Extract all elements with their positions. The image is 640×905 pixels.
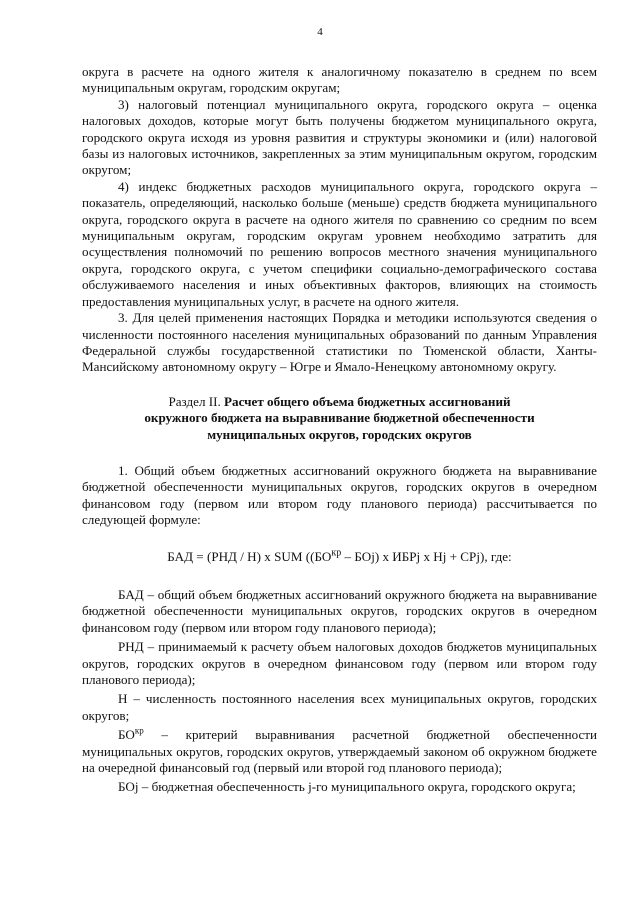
definition-rnd: РНД – принимаемый к расчету объем налоговых доходов бюджетов муниципальных округов, городских округов в очередном финансовом году (первом или втором году планового периода);	[82, 639, 597, 687]
paragraph-expense-index: 4) индекс бюджетных расходов муниципального округа, городского округа – показатель, определяющий, насколько больше (меньше) средств бюджета муниципального округа, городского округа в расчете на одного жителя по сравнению со средним по всем муниципальным округам, городским округам уровнем необходимо затратить для осуществления полномочий по решению вопросов местного значения муниципального округа, городского округа, с учетом специфики социально-демографического состава обслуживаемого населения и иных объективных факторов, влияющих на стоимость предоставления муниципальных услуг, в расчете на одного жителя.	[82, 178, 597, 309]
page-number: 4	[317, 26, 323, 38]
paragraph-continuation: округа в расчете на одного жителя к аналогичному показателю в среднем по всем муниципальным округам, городским округам;	[82, 64, 597, 96]
section-heading	[82, 394, 597, 443]
definition-bokr-text: – критерий выравнивания расчетной бюджетной обеспеченности муниципальных округов, городских округов, утверждаемый законом об окружном бюджете на очередной финансовый год (первый или второй год планового периода);	[82, 727, 597, 776]
paragraph-tax-potential: 3) налоговый потенциал муниципального округа, городского округа – оценка налоговых доходов, которые могут быть получены бюджетом муниципального округа, городского округа исходя из уровня развития и структуры экономики и (или) налоговой базы из налоговых источников, закрепленных за этим муниципальным округом, городским округом;	[82, 96, 597, 178]
formula	[82, 549, 597, 565]
paragraph-formula-intro: 1. Общий объем бюджетных ассигнований окружного бюджета на выравнивание бюджетной обеспеченности муниципальных округов, городских округов в очередном финансовом году (первом или втором году планового периода) рассчитывается по следующей формуле:	[82, 462, 597, 528]
definition-bokr-prefix: БО	[118, 727, 135, 743]
section-title-line-1: Расчет общего объема бюджетных ассигнований	[224, 393, 511, 409]
paragraph-population-data: 3. Для целей применения настоящих Порядка и методики используются сведения о численности постоянного населения муниципальных образований по данным Управления Федеральной службы государственной статистики по Тюменской области, Ханты-Мансийскому автономному округу – Югре и Ямало-Ненецкому автономному округу.	[82, 310, 597, 375]
definition-bokr-superscript: кр	[134, 725, 144, 736]
definition-n: Н – численность постоянного населения всех муниципальных округов, городских округов;	[82, 691, 597, 723]
section-title-line-2: окружного бюджета на выравнивание бюджетной обеспеченности	[144, 410, 535, 426]
definition-bad: БАД – общий объем бюджетных ассигнований окружного бюджета на выравнивание бюджетной обеспеченности муниципальных округов, городских округов в очередном финансовом году (первом или втором году планового периода);	[82, 586, 597, 635]
definition-bokr	[82, 727, 597, 776]
formula-part-2: – БОj) x ИБРj x Нj + СРj), где:	[341, 548, 512, 564]
definition-boj: БОj – бюджетная обеспеченность j-го муниципального округа, городского округа;	[118, 779, 576, 795]
section-prefix: Раздел II.	[168, 393, 225, 409]
document-body	[82, 64, 597, 796]
section-title-line-3: муниципальных округов, городских округов	[207, 426, 472, 442]
formula-part-1: БАД = (РНД / Н) x SUM ((БО	[167, 548, 332, 564]
formula-superscript: кр	[331, 547, 342, 559]
